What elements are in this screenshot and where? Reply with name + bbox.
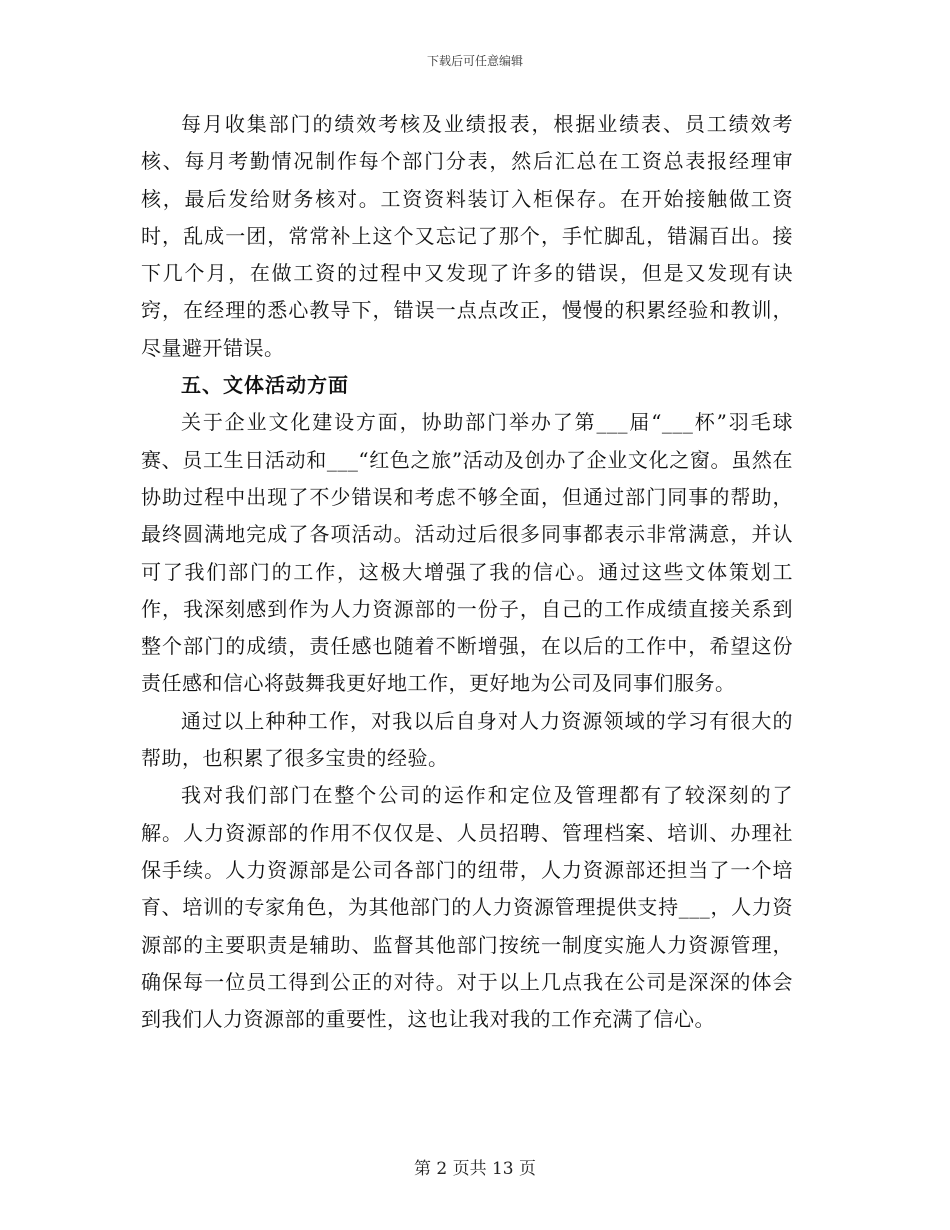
paragraph-payroll: 每月收集部门的绩效考核及业绩报表，根据业绩表、员工绩效考核、每月考勤情况制作每个部门分表，然后汇总在工资总表报经理审核，最后发给财务核对。工资资料装订入柜保存。在开始接触做工资时，乱成一团，常常补上这个又忘记了那个，手忙脚乱，错漏百出。接下几个月，在做工资的过程中又发现了许多的错误，但是又发现有诀窍，在经理的悉心教导下，错误一点点改正，慢慢的积累经验和教训，尽量避开错误。 xyxy=(141,112,793,360)
paragraph-culture-activities: 关于企业文化建设方面，协助部门举办了第___届“___杯”羽毛球赛、员工生日活动和___“红色之旅”活动及创办了企业文化之窗。虽然在协助过程中出现了不少错误和考虑不够全面，但通过部门同事的帮助，最终圆满地完成了各项活动。活动过后很多同事都表示非常满意，并认可了我们部门的工作，这极大增强了我的信心。通过这些文体策划工作，我深刻感到作为人力资源部的一份子，自己的工作成绩直接关系到整个部门的成绩，责任感也随着不断增强，在以后的工作中，希望这份责任感和信心将鼓舞我更好地工作，更好地为公司及同事们服务。 xyxy=(141,410,793,696)
paragraph-experience: 通过以上种种工作，对我以后自身对人力资源领域的学习有很大的帮助，也积累了很多宝贵的经验。 xyxy=(141,708,793,771)
document-body xyxy=(141,106,793,1038)
paragraph-department-role: 我对我们部门在整个公司的运作和定位及管理都有了较深刻的了解。人力资源部的作用不仅仅是、人员招聘、管理档案、培训、办理社保手续。人力资源部是公司各部门的纽带，人力资源部还担当了一个培育、培训的专家角色，为其他部门的人力资源管理提供支持___，人力资源部的主要职责是辅助、监督其他部门按统一制度实施人力资源管理，确保每一位员工得到公正的对待。对于以上几点我在公司是深深的体会到我们人力资源部的重要性，这也让我对我的工作充满了信心。 xyxy=(141,783,793,1032)
page-footer: 第 2 页共 13 页 xyxy=(413,1159,537,1179)
section-heading-culture-activities: 五、文体活动方面 xyxy=(181,373,349,398)
page-header: 下载后可任意编辑 xyxy=(426,54,523,68)
